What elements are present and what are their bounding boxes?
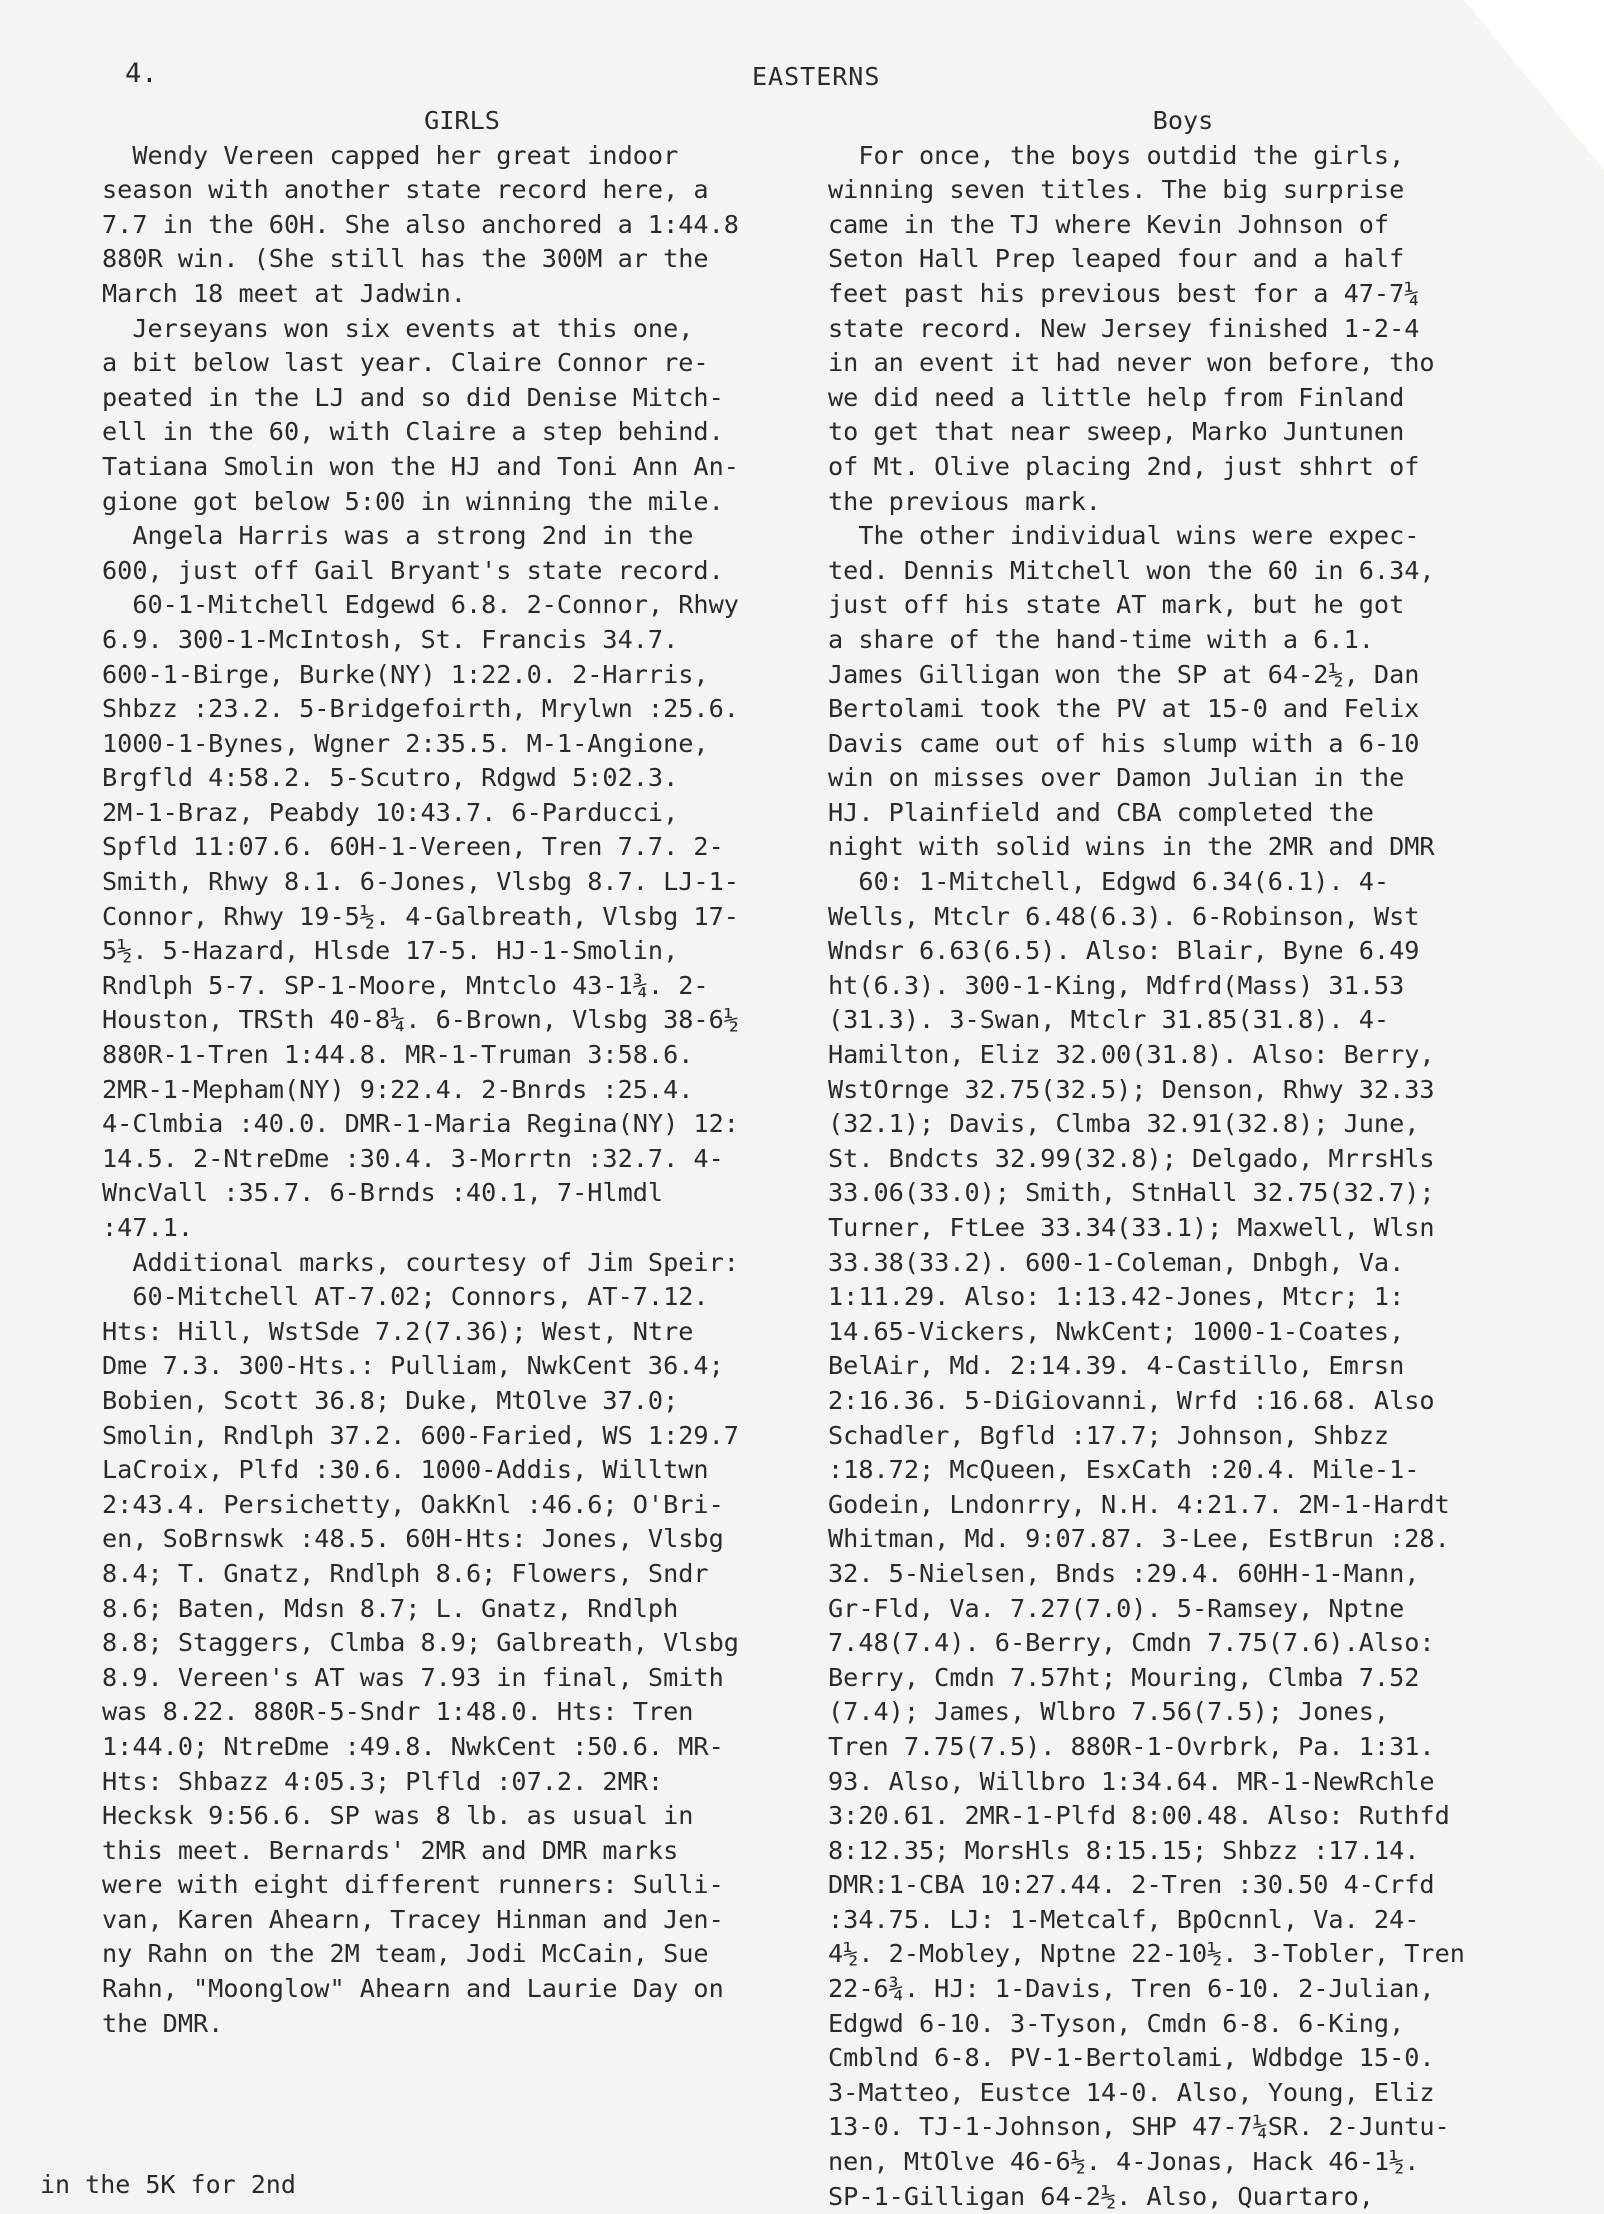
boys-text-line: For once, the boys outdid the girls, <box>828 140 1405 170</box>
girls-text-line: Angela Harris was a strong 2nd in the <box>102 521 694 551</box>
boys-text-line: (31.3). 3-Swan, Mtclr 31.85(31.8). 4- <box>828 1005 1390 1035</box>
boys-text-line: 8:12.35; MorsHls 8:15.15; Shbzz :17.14. <box>828 1835 1420 1865</box>
boys-text-line: just off his state AT mark, but he got <box>828 590 1405 620</box>
boys-text-line: 60: 1-Mitchell, Edgwd 6.34(6.1). 4- <box>828 867 1390 897</box>
boys-text-line: St. Bndcts 32.99(32.8); Delgado, MrrsHls <box>828 1143 1435 1173</box>
girls-text-line: en, SoBrnswk :48.5. 60H-Hts: Jones, Vlsbg <box>102 1524 724 1554</box>
boys-text-line: 4½. 2-Mobley, Nptne 22-10½. 3-Tobler, Tren <box>828 1939 1465 1969</box>
girls-text-line: 2M-1-Braz, Peabdy 10:43.7. 6-Parducci, <box>102 797 679 827</box>
boys-text-line: we did need a little help from Finland <box>828 382 1405 412</box>
girls-text-line: Additional marks, courtesy of Jim Speir: <box>102 1247 739 1277</box>
boys-text-line: in an event it had never won before, tho <box>828 348 1435 378</box>
boys-text-line: 14.65-Vickers, NwkCent; 1000-1-Coates, <box>828 1316 1405 1346</box>
girls-text-line: Shbzz :23.2. 5-Bridgefoirth, Mrylwn :25.6. <box>102 694 739 724</box>
boys-text-line: Wells, Mtclr 6.48(6.3). 6-Robinson, Wst <box>828 901 1420 931</box>
boys-text-line: 13-0. TJ-1-Johnson, SHP 47-7¼SR. 2-Juntu- <box>828 2112 1450 2142</box>
boys-text-line: Davis came out of his slump with a 6-10 <box>828 728 1420 758</box>
girls-text-line: 880R-1-Tren 1:44.8. MR-1-Truman 3:58.6. <box>102 1040 694 1070</box>
boys-text-line: (7.4); James, Wlbro 7.56(7.5); Jones, <box>828 1697 1390 1727</box>
boys-text-line: Gr-Fld, Va. 7.27(7.0). 5-Ramsey, Nptne <box>828 1593 1405 1623</box>
girls-text-line: 6.9. 300-1-McIntosh, St. Francis 34.7. <box>102 624 679 654</box>
boys-text-line: BelAir, Md. 2:14.39. 4-Castillo, Emrsn <box>828 1351 1405 1381</box>
boys-text-line: Edgwd 6-10. 3-Tyson, Cmdn 6-8. 6-King, <box>828 2008 1405 2038</box>
girls-title: GIRLS <box>424 106 500 135</box>
boys-text-line: feet past his previous best for a 47-7¼ <box>828 278 1420 308</box>
girls-text-line: 8.4; T. Gnatz, Rndlph 8.6; Flowers, Sndr <box>102 1558 709 1588</box>
boys-text-line: Bertolami took the PV at 15-0 and Felix <box>828 694 1420 724</box>
boys-text-line: 33.06(33.0); Smith, StnHall 32.75(32.7); <box>828 1178 1435 1208</box>
girls-text-line: Hecksk 9:56.6. SP was 8 lb. as usual in <box>102 1801 694 1831</box>
footer-fragment: in the 5K for 2nd <box>40 2170 296 2199</box>
boys-text-line: Cmblnd 6-8. PV-1-Bertolami, Wdbdge 15-0. <box>828 2043 1435 2073</box>
boys-text-line: night with solid wins in the 2MR and DMR <box>828 832 1435 862</box>
girls-text-line: a bit below last year. Claire Connor re- <box>102 348 709 378</box>
boys-text-line: SP-1-Gilligan 64-2½. Also, Quartaro, <box>828 2181 1374 2211</box>
girls-text-line: Jerseyans won six events at this one, <box>102 313 694 343</box>
girls-text-line: Brgfld 4:58.2. 5-Scutro, Rdgwd 5:02.3. <box>102 763 679 793</box>
boys-text-line: came in the TJ where Kevin Johnson of <box>828 209 1390 239</box>
girls-text-line: Bobien, Scott 36.8; Duke, MtOlve 37.0; <box>102 1385 679 1415</box>
boys-text-line: a share of the hand-time with a 6.1. <box>828 624 1374 654</box>
boys-text-line: :18.72; McQueen, EsxCath :20.4. Mile-1- <box>828 1455 1420 1485</box>
girls-text-line: 8.6; Baten, Mdsn 8.7; L. Gnatz, Rndlph <box>102 1593 679 1623</box>
boys-text-line: 32. 5-Nielsen, Bnds :29.4. 60HH-1-Mann, <box>828 1558 1420 1588</box>
boys-text-line: Schadler, Bgfld :17.7; Johnson, Shbzz <box>828 1420 1390 1450</box>
girls-text-line: 4-Clmbia :40.0. DMR-1-Maria Regina(NY) 12: <box>102 1109 739 1139</box>
girls-text-line: Rndlph 5-7. SP-1-Moore, Mntclo 43-1¾. 2- <box>102 970 709 1000</box>
boys-text-line: Whitman, Md. 9:07.87. 3-Lee, EstBrun :28. <box>828 1524 1450 1554</box>
boys-text-line: of Mt. Olive placing 2nd, just shhrt of <box>828 451 1420 481</box>
boys-text-line: The other individual wins were expec- <box>828 521 1420 551</box>
boys-text-line: win on misses over Damon Julian in the <box>828 763 1405 793</box>
boys-text-line: Berry, Cmdn 7.57ht; Mouring, Clmba 7.52 <box>828 1662 1420 1692</box>
girls-text-line: 880R win. (She still has the 300M ar the <box>102 244 709 274</box>
girls-text-line: Spfld 11:07.6. 60H-1-Vereen, Tren 7.7. 2- <box>102 832 724 862</box>
boys-text-line: HJ. Plainfield and CBA completed the <box>828 797 1374 827</box>
girls-text-line: March 18 meet at Jadwin. <box>102 278 466 308</box>
girls-text-line: Dme 7.3. 300-Hts.: Pulliam, NwkCent 36.4; <box>102 1351 724 1381</box>
girls-text-line: WncVall :35.7. 6-Brnds :40.1, 7-Hlmdl <box>102 1178 664 1208</box>
girls-text-line: :47.1. <box>102 1213 193 1242</box>
boys-text-line: ted. Dennis Mitchell won the 60 in 6.34, <box>828 555 1435 585</box>
girls-text-line: 8.8; Staggers, Clmba 8.9; Galbreath, Vlsbg <box>102 1628 739 1658</box>
girls-text-line: peated in the LJ and so did Denise Mitch- <box>102 382 724 412</box>
boys-text-line: state record. New Jersey finished 1-2-4 <box>828 313 1420 343</box>
boys-text-line: DMR:1-CBA 10:27.44. 2-Tren :30.50 4-Crfd <box>828 1870 1435 1900</box>
girls-text-line: Smolin, Rndlph 37.2. 600-Faried, WS 1:29.7 <box>102 1420 739 1450</box>
boys-text-line: to get that near sweep, Marko Juntunen <box>828 417 1405 447</box>
boys-text-line: nen, MtOlve 46-6½. 4-Jonas, Hack 46-1½. <box>828 2147 1420 2177</box>
girls-text-line: 2MR-1-Mepham(NY) 9:22.4. 2-Bnrds :25.4. <box>102 1074 694 1104</box>
boys-text-line: 2:16.36. 5-DiGiovanni, Wrfd :16.68. Also <box>828 1385 1435 1415</box>
girls-text-line: Smith, Rhwy 8.1. 6-Jones, Vlsbg 8.7. LJ-1- <box>102 867 739 897</box>
girls-text-line: Rahn, "Moonglow" Ahearn and Laurie Day on <box>102 1974 724 2004</box>
boys-text <box>828 139 1538 2214</box>
girls-text-line: Hts: Shbazz 4:05.3; Plfld :07.2. 2MR: <box>102 1766 664 1796</box>
boys-text-line: Tren 7.75(7.5). 880R-1-Ovrbrk, Pa. 1:31. <box>828 1731 1435 1761</box>
girls-text-line: 600, just off Gail Bryant's state record. <box>102 555 724 585</box>
girls-text-line: 14.5. 2-NtreDme :30.4. 3-Morrtn :32.7. 4- <box>102 1143 724 1173</box>
girls-text-line: 1:44.0; NtreDme :49.8. NwkCent :50.6. MR- <box>102 1731 724 1761</box>
girls-text-line: season with another state record here, a <box>102 175 709 205</box>
boys-text-line: 3:20.61. 2MR-1-Plfd 8:00.48. Also: Ruthfd <box>828 1801 1450 1831</box>
boys-text-line: ht(6.3). 300-1-King, Mdfrd(Mass) 31.53 <box>828 970 1405 1000</box>
girls-text-line: 60-1-Mitchell Edgewd 6.8. 2-Connor, Rhwy <box>102 590 739 620</box>
boys-text-line: Seton Hall Prep leaped four and a half <box>828 244 1405 274</box>
boys-text-line: 22-6¾. HJ: 1-Davis, Tren 6-10. 2-Julian, <box>828 1974 1435 2004</box>
girls-text-line: 8.9. Vereen's AT was 7.93 in final, Smith <box>102 1662 724 1692</box>
girls-text-line: 5½. 5-Hazard, Hlsde 17-5. HJ-1-Smolin, <box>102 936 679 966</box>
boys-column <box>828 104 1538 2214</box>
page-number: 4. <box>125 58 158 89</box>
girls-text-line: this meet. Bernards' 2MR and DMR marks <box>102 1835 679 1865</box>
girls-text-line: LaCroix, Plfd :30.6. 1000-Addis, Willtwn <box>102 1455 709 1485</box>
boys-text-line: winning seven titles. The big surprise <box>828 175 1405 205</box>
girls-text-line: 7.7 in the 60H. She also anchored a 1:44.8 <box>102 209 739 239</box>
boys-text-line: Hamilton, Eliz 32.00(31.8). Also: Berry, <box>828 1040 1435 1070</box>
boys-text-line: Turner, FtLee 33.34(33.1); Maxwell, Wlsn <box>828 1213 1435 1242</box>
boys-text-line: :34.75. LJ: 1-Metcalf, BpOcnnl, Va. 24- <box>828 1904 1420 1934</box>
girls-text-line: gione got below 5:00 in winning the mile. <box>102 486 724 516</box>
girls-text-line: 600-1-Birge, Burke(NY) 1:22.0. 2-Harris, <box>102 659 709 689</box>
boys-text-line: 1:11.29. Also: 1:13.42-Jones, Mtcr; 1: <box>828 1282 1405 1312</box>
page-header: EASTERNS <box>752 62 881 91</box>
girls-text-line: the DMR. <box>102 2008 224 2038</box>
boys-text-line: the previous mark. <box>828 486 1101 516</box>
girls-column <box>102 104 822 2041</box>
girls-text-line: ell in the 60, with Claire a step behind. <box>102 417 724 447</box>
boys-text-line: 33.38(33.2). 600-1-Coleman, Dnbgh, Va. <box>828 1247 1405 1277</box>
girls-text-line: Tatiana Smolin won the HJ and Toni Ann An- <box>102 451 739 481</box>
boys-text-line: James Gilligan won the SP at 64-2½, Dan <box>828 659 1420 689</box>
girls-text-line: Houston, TRSth 40-8¼. 6-Brown, Vlsbg 38-6½ <box>102 1005 739 1035</box>
girls-text-line: were with eight different runners: Sulli- <box>102 1870 724 1900</box>
boys-text-line: 3-Matteo, Eustce 14-0. Also, Young, Eliz <box>828 2077 1435 2107</box>
girls-text-line: van, Karen Ahearn, Tracey Hinman and Jen- <box>102 1904 724 1934</box>
boys-text-line: (32.1); Davis, Clmba 32.91(32.8); June, <box>828 1109 1420 1139</box>
girls-text-line: was 8.22. 880R-5-Sndr 1:48.0. Hts: Tren <box>102 1697 694 1727</box>
boys-text-line: 7.48(7.4). 6-Berry, Cmdn 7.75(7.6).Also: <box>828 1628 1435 1658</box>
girls-text-line: 1000-1-Bynes, Wgner 2:35.5. M-1-Angione, <box>102 728 709 758</box>
girls-text-line: ny Rahn on the 2M team, Jodi McCain, Sue <box>102 1939 709 1969</box>
boys-text-line: Godein, Lndonrry, N.H. 4:21.7. 2M-1-Hardt <box>828 1489 1450 1519</box>
boys-text-line: Wndsr 6.63(6.5). Also: Blair, Byne 6.49 <box>828 936 1420 966</box>
girls-text-line: Wendy Vereen capped her great indoor <box>102 140 679 170</box>
girls-text-line: Connor, Rhwy 19-5½. 4-Galbreath, Vlsbg 17- <box>102 901 739 931</box>
boys-text-line: WstOrnge 32.75(32.5); Denson, Rhwy 32.33 <box>828 1074 1435 1104</box>
girls-text <box>102 139 822 2042</box>
girls-text-line: Hts: Hill, WstSde 7.2(7.36); West, Ntre <box>102 1316 694 1346</box>
boys-title: Boys <box>1152 106 1214 135</box>
girls-text-line: 60-Mitchell AT-7.02; Connors, AT-7.12. <box>102 1282 709 1312</box>
boys-text-line: 93. Also, Willbro 1:34.64. MR-1-NewRchle <box>828 1766 1435 1796</box>
girls-text-line: 2:43.4. Persichetty, OakKnl :46.6; O'Bri- <box>102 1489 724 1519</box>
